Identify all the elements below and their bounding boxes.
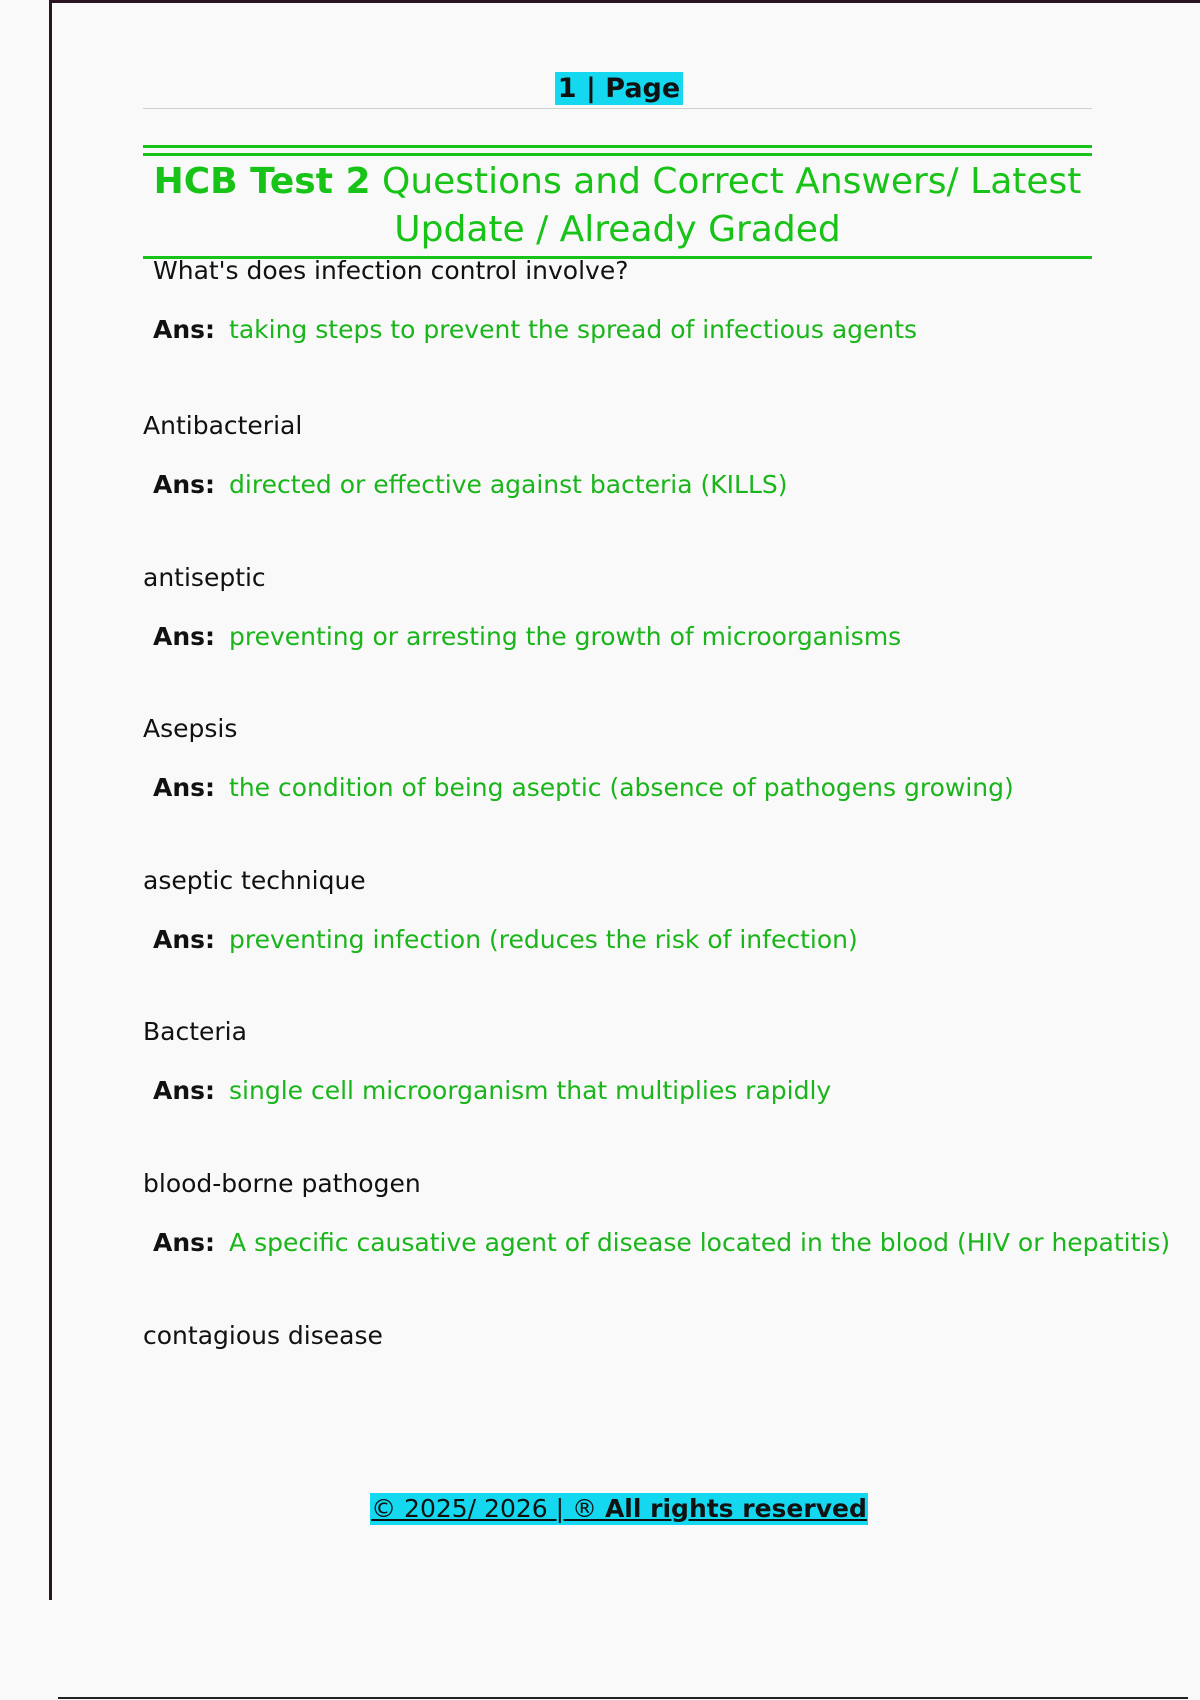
- qa-item: [143, 410, 1153, 501]
- page-top-border: [49, 0, 1200, 3]
- question: aseptic technique: [143, 866, 366, 895]
- question: Antibacterial: [143, 411, 303, 440]
- answer-line: [143, 924, 1153, 956]
- answer-line: [143, 314, 1153, 346]
- ans-label: Ans:: [153, 925, 216, 954]
- answer: single cell microorganism that multiplies rapidly: [229, 1076, 832, 1105]
- qa-item: [143, 713, 1153, 804]
- qa-item: [143, 865, 1153, 956]
- title-rest: Questions and Correct Answers/ Latest Update / Already Graded: [381, 161, 1082, 250]
- answer: preventing or arresting the growth of microorganisms: [229, 622, 902, 651]
- answer-line: [143, 621, 1153, 653]
- answer: the condition of being aseptic (absence of pathogens growing): [229, 773, 1014, 802]
- copyright-years: © 2025/ 2026 | ®: [371, 1494, 597, 1523]
- question: Asepsis: [143, 714, 238, 743]
- qa-item: [143, 562, 1153, 653]
- answer: directed or effective against bacteria (KILLS): [229, 470, 788, 499]
- question: What's does infection control involve?: [153, 256, 629, 285]
- answer-line: [143, 469, 1153, 501]
- ans-label: Ans:: [153, 622, 216, 651]
- answer: preventing infection (reduces the risk of infection): [229, 925, 858, 954]
- ans-label: Ans:: [153, 470, 216, 499]
- question: antiseptic: [143, 563, 266, 592]
- page-left-border: [49, 0, 52, 1600]
- answer: A specific causative agent of disease located in the blood (HIV or hepatitis): [229, 1228, 1171, 1257]
- page-header: [0, 72, 1200, 105]
- bottom-divider: [58, 1697, 1188, 1699]
- qa-item: [143, 1168, 1171, 1259]
- question: Bacteria: [143, 1017, 247, 1046]
- page-footer: [0, 1493, 1200, 1525]
- header-divider: [143, 108, 1092, 109]
- copyright-notice: [370, 1493, 868, 1525]
- ans-label: Ans:: [153, 1228, 216, 1257]
- page-number-label: [555, 72, 683, 105]
- answer-line: [143, 1075, 1153, 1107]
- title-strong: HCB Test 2: [153, 161, 371, 202]
- qa-item: [143, 1016, 1153, 1107]
- answer: taking steps to prevent the spread of infectious agents: [229, 315, 918, 344]
- page-suffix: | Page: [586, 73, 681, 104]
- question: contagious disease: [143, 1321, 383, 1350]
- document-title: [143, 158, 1092, 254]
- qa-item: [143, 255, 1153, 346]
- rights-reserved: All rights reserved: [604, 1494, 867, 1523]
- qa-item: [143, 1320, 1153, 1352]
- ans-label: Ans:: [153, 1076, 216, 1105]
- answer-line: [143, 1227, 1171, 1259]
- page-number: 1: [557, 73, 577, 104]
- ans-label: Ans:: [153, 315, 216, 344]
- question: blood-borne pathogen: [143, 1169, 421, 1198]
- answer-line: [143, 772, 1153, 804]
- document-title-block: [143, 145, 1092, 259]
- ans-label: Ans:: [153, 773, 216, 802]
